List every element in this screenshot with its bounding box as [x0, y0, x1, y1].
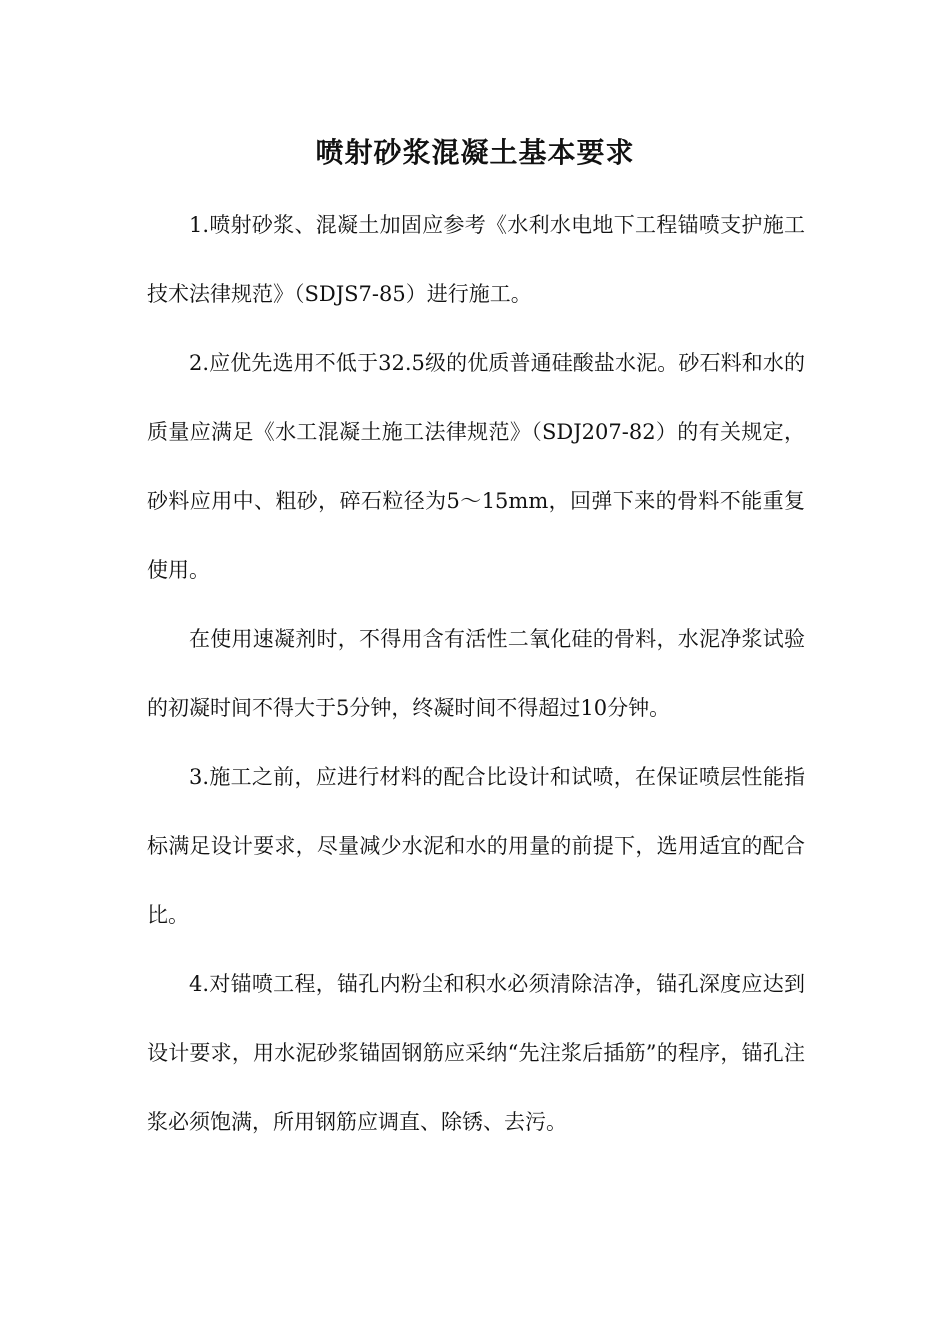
paragraph-4: 3.施工之前，应进行材料的配合比设计和试喷，在保证喷层性能指标满足设计要求，尽量减少水泥和水的用量的前提下，选用适宜的配合比。	[147, 765, 805, 927]
paragraph-3: 在使用速凝剂时，不得用含有活性二氧化硅的骨料，水泥净浆试验的初凝时间不得大于5分钟，终凝时间不得超过10分钟。	[147, 627, 805, 720]
document-title: 喷射砂浆混凝土基本要求	[315, 136, 635, 169]
paragraph-5: 4.对锚喷工程，锚孔内粉尘和积水必须清除洁净，锚孔深度应达到设计要求，用水泥砂浆锚固钢筋应采纳“先注浆后插筋”的程序，锚孔注浆必须饱满，所用钢筋应调直、除锈、去污。	[147, 972, 805, 1134]
document-body	[147, 191, 805, 1157]
paragraph-1: 1.喷射砂浆、混凝土加固应参考《水利水电地下工程锚喷支护施工技术法律规范》（SDJS7-85）进行施工。	[147, 213, 805, 306]
paragraph-2: 2.应优先选用不低于32.5级的优质普通硅酸盐水泥。砂石料和水的质量应满足《水工混凝土施工法律规范》（SDJ207-82）的有关规定，砂料应用中、粗砂，碎石粒径为5～15mm，回弹下来的骨料不能重复使用。	[147, 351, 805, 582]
